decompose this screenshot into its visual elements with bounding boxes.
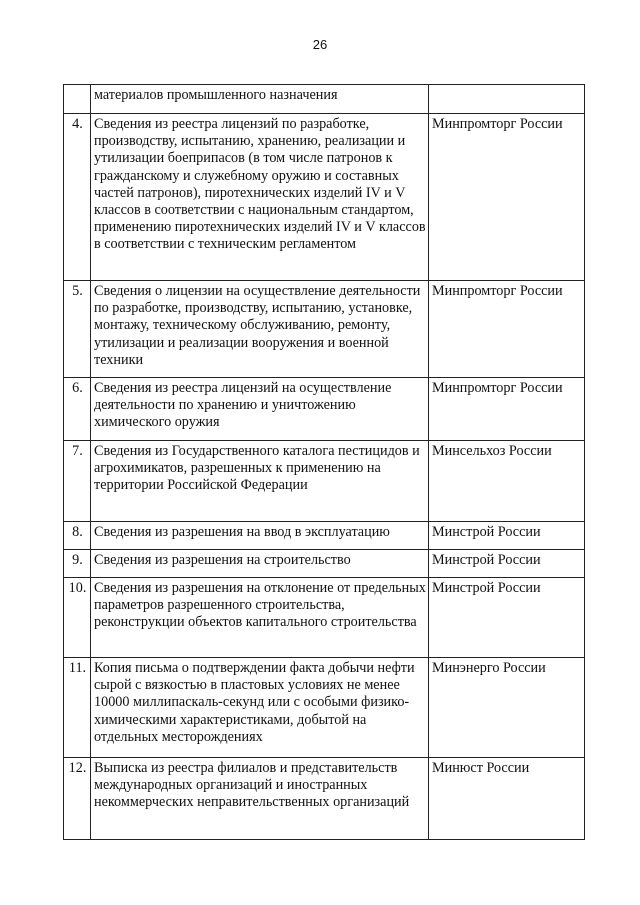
row-description: Сведения из реестра лицензий по разработке, производству, испытанию, хранению, реализации и утилизации боеприпасов (в том числе патронов к гражданскому и служебному оружию и составных частей патронов), пиротехнических изделий IV и V классов в соответствии с национальным стандартом, применению пиротехнических изделий IV и V классов в соответствии с техническим регламентом xyxy=(91,114,429,281)
table-row xyxy=(64,114,585,281)
row-authority: Минпромторг России xyxy=(429,281,585,378)
table-row xyxy=(64,378,585,441)
row-authority: Минстрой России xyxy=(429,522,585,550)
table-row xyxy=(64,578,585,658)
row-description: Копия письма о подтверждении факта добычи нефти сырой с вязкостью в пластовых условиях не менее 10000 миллипаскаль-секунд или с особыми физико-химическими характеристиками, добытой на отдельных месторождениях xyxy=(91,658,429,758)
row-number: 9. xyxy=(64,550,91,578)
row-description: Сведения из разрешения на отклонение от предельных параметров разрешенного строительства, реконструкции объектов капитального строительства xyxy=(91,578,429,658)
row-description: Сведения о лицензии на осуществление деятельности по разработке, производству, испытанию, установке, монтажу, техническому обслуживанию, ремонту, утилизации и реализации вооружения и военной техники xyxy=(91,281,429,378)
row-number: 11. xyxy=(64,658,91,758)
page-number: 26 xyxy=(312,37,328,52)
row-authority: Минсельхоз России xyxy=(429,441,585,522)
table-row xyxy=(64,522,585,550)
row-number: 6. xyxy=(64,378,91,441)
row-description: Выписка из реестра филиалов и представительств международных организаций и иностранных некоммерческих неправительственных организаций xyxy=(91,758,429,840)
row-description: Сведения из разрешения на ввод в эксплуатацию xyxy=(91,522,429,550)
row-number: 7. xyxy=(64,441,91,522)
table-row xyxy=(64,758,585,840)
row-number xyxy=(64,85,91,114)
row-authority: Минпромторг России xyxy=(429,378,585,441)
row-number: 4. xyxy=(64,114,91,281)
row-number: 5. xyxy=(64,281,91,378)
table-row xyxy=(64,550,585,578)
row-description: Сведения из реестра лицензий на осуществление деятельности по хранению и уничтожению химического оружия xyxy=(91,378,429,441)
row-authority: Минстрой России xyxy=(429,578,585,658)
table-row xyxy=(64,281,585,378)
table-row xyxy=(64,441,585,522)
row-description: Сведения из разрешения на строительство xyxy=(91,550,429,578)
row-authority: Минюст России xyxy=(429,758,585,840)
row-authority: Минэнерго России xyxy=(429,658,585,758)
row-description: Сведения из Государственного каталога пестицидов и агрохимикатов, разрешенных к применению на территории Российской Федерации xyxy=(91,441,429,522)
row-authority: Минстрой России xyxy=(429,550,585,578)
row-authority: Минпромторг России xyxy=(429,114,585,281)
table-row xyxy=(64,658,585,758)
table-row xyxy=(64,85,585,114)
row-number: 8. xyxy=(64,522,91,550)
services-table xyxy=(63,84,585,840)
row-number: 12. xyxy=(64,758,91,840)
row-number: 10. xyxy=(64,578,91,658)
row-description: материалов промышленного назначения xyxy=(91,85,429,114)
row-authority xyxy=(429,85,585,114)
